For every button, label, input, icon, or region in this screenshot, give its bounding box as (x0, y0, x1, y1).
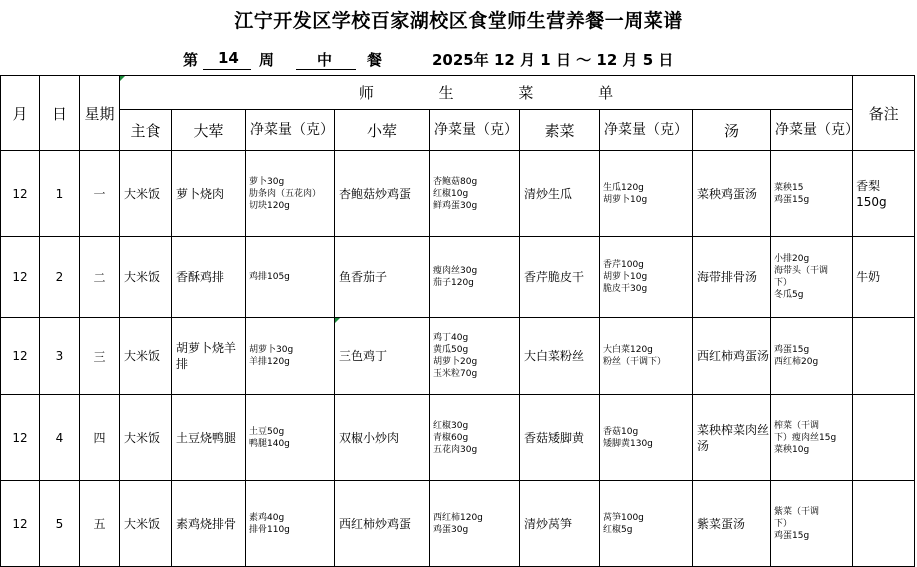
cell-remark (853, 395, 915, 481)
menu-table (0, 75, 915, 567)
cell-soup: 西红柿鸡蛋汤 (693, 318, 771, 395)
cell-remark (853, 481, 915, 567)
cell-staple: 大米饭 (120, 318, 172, 395)
header-veg: 素菜 (520, 110, 600, 151)
header-menu-group-label: 师 生 菜 单 (358, 84, 614, 102)
header-veg-weight: 净菜量（克） (600, 110, 693, 151)
cell-small-meat-ingredients: 鸡丁40g 黄瓜50g 胡萝卜20g 玉米粒70g (430, 318, 520, 395)
cell-weekday: 一 (80, 151, 120, 237)
cell-month: 12 (1, 481, 40, 567)
week-number: 14 (218, 49, 239, 67)
cell-veg: 香菇矮脚黄 (520, 395, 600, 481)
cell-soup-ingredients: 菜秧15 鸡蛋15g (771, 151, 853, 237)
cell-month: 12 (1, 237, 40, 318)
cell-remark: 香梨 150g (853, 151, 915, 237)
cell-big-meat-ingredients: 胡萝卜30g 羊排120g (246, 318, 335, 395)
meal-name: 中 (317, 51, 333, 69)
week-unit: 周 (259, 51, 275, 69)
week-prefix: 第 (183, 51, 199, 69)
cell-month: 12 (1, 395, 40, 481)
cell-small-meat: 西红柿炒鸡蛋 (335, 481, 430, 567)
cell-weekday: 五 (80, 481, 120, 567)
cell-big-meat-ingredients: 鸡排105g (246, 237, 335, 318)
cell-weekday: 三 (80, 318, 120, 395)
cell-staple: 大米饭 (120, 237, 172, 318)
table-row (1, 481, 915, 567)
cell-month: 12 (1, 151, 40, 237)
meal-suffix: 餐 (367, 51, 383, 69)
cell-small-meat-ingredients: 瘦肉丝30g 茄子120g (430, 237, 520, 318)
cell-day: 5 (40, 481, 80, 567)
cell-day: 1 (40, 151, 80, 237)
header-remark: 备注 (853, 76, 915, 151)
date-range: 2025年 12 月 1 日 ～ 12 月 5 日 (432, 51, 674, 69)
cell-big-meat: 素鸡烧排骨 (172, 481, 246, 567)
cell-big-meat-ingredients: 素鸡40g 排骨110g (246, 481, 335, 567)
cell-veg-ingredients: 莴笋100g 红椒5g (600, 481, 693, 567)
cell-soup: 菜秧榨菜肉丝汤 (693, 395, 771, 481)
cell-day: 2 (40, 237, 80, 318)
cell-small-meat (335, 318, 430, 395)
cell-day: 4 (40, 395, 80, 481)
cell-big-meat: 萝卜烧肉 (172, 151, 246, 237)
header-soup: 汤 (693, 110, 771, 151)
cell-big-meat-ingredients: 萝卜30g 肋条肉（五花肉） 切块120g (246, 151, 335, 237)
cell-soup: 菜秧鸡蛋汤 (693, 151, 771, 237)
header-small-meat-weight: 净菜量（克） (430, 110, 520, 151)
cell-staple: 大米饭 (120, 481, 172, 567)
header-month: 月 (1, 76, 40, 151)
cell-remark (853, 318, 915, 395)
cell-day: 3 (40, 318, 80, 395)
cell-month: 12 (1, 318, 40, 395)
cell-small-meat-ingredients: 西红柿120g 鸡蛋30g (430, 481, 520, 567)
header-staple: 主食 (120, 110, 172, 151)
table-row (1, 151, 915, 237)
cell-small-meat: 双椒小炒肉 (335, 395, 430, 481)
table-row (1, 395, 915, 481)
cell-veg-ingredients: 生瓜120g 胡萝卜10g (600, 151, 693, 237)
cell-small-meat: 杏鲍菇炒鸡蛋 (335, 151, 430, 237)
cell-veg: 清炒莴笋 (520, 481, 600, 567)
cell-soup-ingredients: 榨菜（干调 下）瘦肉丝15g 菜秧10g (771, 395, 853, 481)
cell-veg-ingredients: 香菇10g 矮脚黄130g (600, 395, 693, 481)
header-day: 日 (40, 76, 80, 151)
table-row (1, 237, 915, 318)
header-big-meat: 大荤 (172, 110, 246, 151)
cell-big-meat: 香酥鸡排 (172, 237, 246, 318)
cell-veg: 香芹脆皮干 (520, 237, 600, 318)
cell-veg-ingredients: 香芹100g 胡萝卜10g 脆皮干30g (600, 237, 693, 318)
header-weekday: 星期 (80, 76, 120, 151)
page-title: 江宁开发区学校百家湖校区食堂师生营养餐一周菜谱 (234, 9, 683, 32)
cell-remark: 牛奶 (853, 237, 915, 318)
cell-soup-ingredients: 鸡蛋15g 西红柿20g (771, 318, 853, 395)
cell-big-meat: 土豆烧鸭腿 (172, 395, 246, 481)
cell-weekday: 二 (80, 237, 120, 318)
cell-big-meat-ingredients: 土豆50g 鸭腿140g (246, 395, 335, 481)
week-info (0, 38, 917, 76)
cell-veg-ingredients: 大白菜120g 粉丝（干调下） (600, 318, 693, 395)
cell-veg: 清炒生瓜 (520, 151, 600, 237)
cell-small-meat-label: 三色鸡丁 (339, 349, 388, 363)
cell-big-meat: 胡萝卜烧羊排 (172, 318, 246, 395)
cell-veg: 大白菜粉丝 (520, 318, 600, 395)
header-small-meat: 小荤 (335, 110, 430, 151)
header-big-meat-weight: 净菜量（克） (246, 110, 335, 151)
cell-soup: 紫菜蛋汤 (693, 481, 771, 567)
cell-small-meat-ingredients: 红椒30g 青椒60g 五花肉30g (430, 395, 520, 481)
cell-staple: 大米饭 (120, 151, 172, 237)
header-menu-group (120, 76, 853, 110)
cell-weekday: 四 (80, 395, 120, 481)
cell-staple: 大米饭 (120, 395, 172, 481)
header-soup-weight: 净菜量（克） (771, 110, 853, 151)
cell-small-meat-ingredients: 杏鲍菇80g 红椒10g 鲜鸡蛋30g (430, 151, 520, 237)
cell-soup: 海带排骨汤 (693, 237, 771, 318)
cell-soup-ingredients: 紫菜（干调 下） 鸡蛋15g (771, 481, 853, 567)
table-row (1, 318, 915, 395)
cell-soup-ingredients: 小排20g 海带头（干调 下） 冬瓜5g (771, 237, 853, 318)
cell-small-meat: 鱼香茄子 (335, 237, 430, 318)
